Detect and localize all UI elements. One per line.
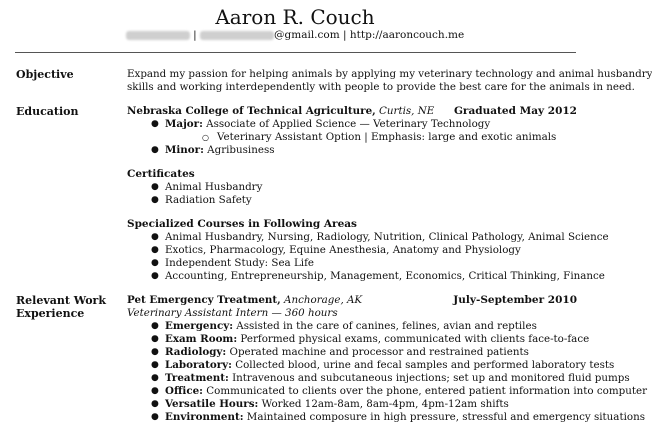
duty-text: Collected blood, urine and fecal samples and performed laboratory tests	[235, 359, 615, 371]
contact-line	[0, 28, 590, 42]
duty-label: Exam Room:	[165, 333, 238, 345]
duty-label: Laboratory:	[165, 359, 232, 371]
duty-text: Performed physical exams, communicated with clients face-to-face	[240, 333, 590, 345]
contact-separator: |	[193, 29, 197, 41]
duty-item	[165, 372, 630, 385]
duty-label: Office:	[165, 385, 203, 397]
bullet: ●	[151, 334, 159, 344]
duty-item	[165, 385, 647, 398]
resume-name: Aaron R. Couch	[215, 5, 375, 29]
education-label: Education	[16, 105, 79, 118]
duty-text: Communicated to clients over the phone, entered patient information into computer	[206, 385, 648, 397]
bullet: ●	[151, 373, 159, 383]
sub-bullet: ○	[202, 133, 209, 142]
duty-label: Radiology:	[165, 346, 227, 358]
course-item: Independent Study: Sea Life	[165, 257, 314, 269]
bullet: ●	[151, 412, 159, 422]
bullet: ●	[151, 232, 159, 242]
duty-text: Assisted in the care of canines, felines, avian and reptiles	[236, 320, 537, 332]
duty-text: Maintained composure in high pressure, stressful and emergency situations	[246, 411, 645, 423]
duty-item	[165, 320, 537, 333]
website-link[interactable]: http://aaroncouch.me	[349, 29, 465, 41]
courses-title: Specialized Courses in Following Areas	[127, 218, 357, 230]
duty-label: Versatile Hours:	[165, 398, 259, 410]
duty-item	[165, 346, 529, 359]
employer-name: Pet Emergency Treatment,	[127, 294, 281, 306]
major-value: Associate of Applied Science — Veterinary Technology	[206, 118, 491, 130]
bullet: ●	[151, 271, 159, 281]
graduation-date: Graduated May 2012	[453, 105, 577, 117]
experience-label: Relevant Work	[16, 294, 106, 307]
bullet: ●	[151, 360, 159, 370]
school-name: Nebraska College of Technical Agriculture,	[127, 105, 376, 117]
minor-label: Minor:	[165, 144, 204, 156]
certificates-title: Certificates	[127, 168, 195, 180]
duty-item	[165, 398, 509, 411]
header-divider	[15, 52, 576, 53]
redacted-phone	[126, 31, 190, 40]
bullet: ●	[151, 258, 159, 268]
bullet: ●	[151, 399, 159, 409]
employment-date: July-September 2010	[453, 294, 577, 306]
certificate-item: Radiation Safety	[165, 194, 252, 206]
school-location: Curtis, NE	[379, 105, 435, 117]
employer-location: Anchorage, AK	[284, 294, 363, 306]
minor-line	[165, 144, 275, 157]
duty-text: Intravenous and subcutaneous injections; set up and monitored fluid pumps	[232, 372, 630, 384]
bullet: ●	[151, 182, 159, 192]
duty-item	[165, 333, 589, 346]
duty-label: Environment:	[165, 411, 244, 423]
experience-label: Experience	[16, 307, 85, 320]
course-item: Accounting, Entrepreneurship, Management, Economics, Critical Thinking, Finance	[165, 270, 605, 282]
minor-value: Agribusiness	[207, 144, 275, 156]
bullet: ●	[151, 386, 159, 396]
objective-line: Expand my passion for helping animals by applying my veterinary technology and animal husbandry	[127, 68, 652, 80]
objective-label: Objective	[16, 68, 74, 81]
certificate-item: Animal Husbandry	[165, 181, 263, 193]
bullet: ●	[151, 119, 159, 129]
bullet: ●	[151, 195, 159, 205]
duty-item	[165, 411, 645, 424]
bullet: ●	[151, 245, 159, 255]
contact-separator: |	[343, 29, 347, 41]
course-item: Animal Husbandry, Nursing, Radiology, Nutrition, Clinical Pathology, Animal Science	[165, 231, 609, 243]
bullet: ●	[151, 145, 159, 155]
duty-label: Treatment:	[165, 372, 229, 384]
major-option: Veterinary Assistant Option | Emphasis: large and exotic animals	[217, 131, 557, 143]
duty-text: Operated machine and processor and restrained patients	[229, 346, 529, 358]
bullet: ●	[151, 347, 159, 357]
major-line	[165, 118, 490, 131]
bullet: ●	[151, 321, 159, 331]
redacted-email-user	[200, 31, 274, 40]
objective-line: skills and working interdependently with people to provide the best care for the animals in need.	[127, 81, 635, 93]
job-role: Veterinary Assistant Intern — 360 hours	[127, 307, 338, 319]
duty-item	[165, 359, 614, 372]
duty-label: Emergency:	[165, 320, 234, 332]
email-domain: @gmail.com	[274, 29, 340, 41]
course-item: Exotics, Pharmacology, Equine Anesthesia, Anatomy and Physiology	[165, 244, 521, 256]
duty-text: Worked 12am-8am, 8am-4pm, 4pm-12am shifts	[261, 398, 509, 410]
major-label: Major:	[165, 118, 203, 130]
